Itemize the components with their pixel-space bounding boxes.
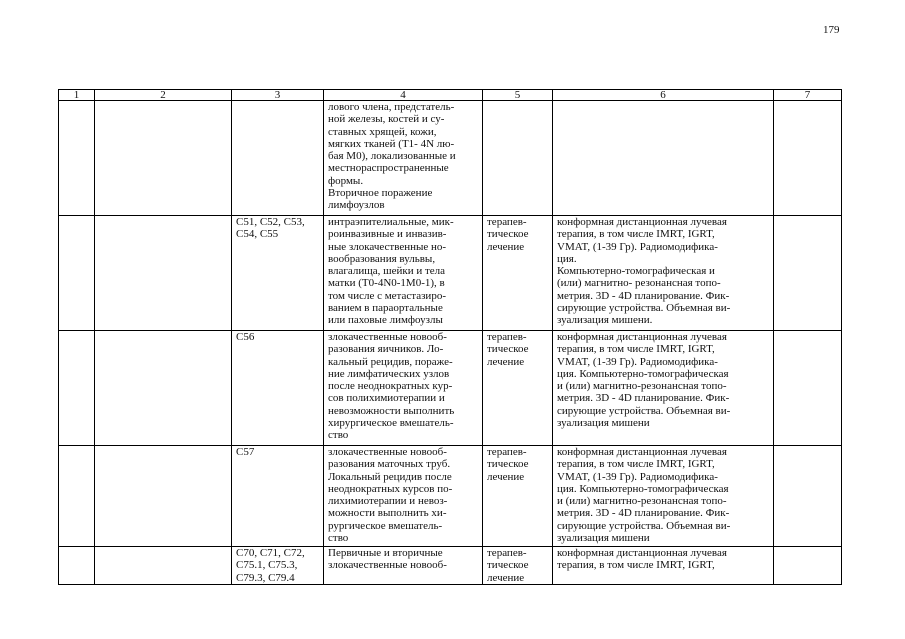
icd-codes-cell: С51, С52, С53, С54, С55 bbox=[232, 216, 324, 331]
col7-cell bbox=[774, 547, 842, 585]
col1-cell bbox=[59, 547, 95, 585]
treatment-method-cell: конформная дистанционная лучевая терапия, в том числе IMRT, IGRT, VMAT, (1-39 Гр). Радиомодифика- ция. Компьютерно-томографическая и (или) магнитно-резонансная топо- метрия. 3D - 4D планирование. Фик- сирующие устройства. Объемная ви- зуализация мишени bbox=[553, 446, 774, 547]
page-number: 179 bbox=[823, 24, 840, 36]
diagnosis-cell: лового члена, предстатель- ной железы, костей и су- ставных хрящей, кожи, мягких тканей (Т1- 4N лю- бая М0), локализованные и местнораспространенные формы. Вторичное поражение лимфоузлов bbox=[324, 101, 483, 216]
diagnosis-cell: злокачественные новооб- разования маточных труб. Локальный рецидив после неоднократных курсов по- лихимиотерапии и невоз- можности выполнить хи- рургическое вмешатель- ство bbox=[324, 446, 483, 547]
treatment-type-cell: терапев- тическое лечение bbox=[483, 216, 553, 331]
column-header-3: 3 bbox=[232, 90, 324, 101]
column-number-row bbox=[59, 90, 842, 101]
treatment-method-cell bbox=[553, 101, 774, 216]
table-row bbox=[59, 446, 842, 547]
diagnosis-cell: интраэпителиальные, мик- роинвазивные и инвазив- ные злокачественные но- вообразования вульвы, влагалища, шейки и тела матки (Т0-4N0-1М0-1), в том числе с метастазиро- ванием в параортальные или паховые лимфоузлы bbox=[324, 216, 483, 331]
treatment-method-cell: конформная дистанционная лучевая терапия, в том числе IMRT, IGRT, bbox=[553, 547, 774, 585]
icd-codes-cell bbox=[232, 101, 324, 216]
col2-cell bbox=[95, 331, 232, 446]
column-header-5: 5 bbox=[483, 90, 553, 101]
col2-cell bbox=[95, 216, 232, 331]
col7-cell bbox=[774, 101, 842, 216]
col2-cell bbox=[95, 101, 232, 216]
treatment-type-cell: терапев- тическое лечение bbox=[483, 446, 553, 547]
icd-codes-cell: С56 bbox=[232, 331, 324, 446]
col2-cell bbox=[95, 446, 232, 547]
treatment-type-cell: терапев- тическое лечение bbox=[483, 547, 553, 585]
table-row bbox=[59, 547, 842, 585]
col7-cell bbox=[774, 216, 842, 331]
treatment-method-cell: конформная дистанционная лучевая терапия, в том числе IMRT, IGRT, VMAT, (1-39 Гр). Радиомодифика- ция. Компьютерно-томографическая и (или) магнитно- резонансная топо- метрия. 3D - 4D планирование. Фик- сирующие устройства. Объемная ви- зуализация мишени. bbox=[553, 216, 774, 331]
table-row bbox=[59, 101, 842, 216]
medical-procedures-table bbox=[58, 89, 842, 585]
column-header-1: 1 bbox=[59, 90, 95, 101]
treatment-method-cell: конформная дистанционная лучевая терапия, в том числе IMRT, IGRT, VMAT, (1-39 Гр). Радиомодифика- ция. Компьютерно-томографическая и (или) магнитно-резонансная топо- метрия. 3D - 4D планирование. Фик- сирующие устройства. Объемная ви- зуализация мишени bbox=[553, 331, 774, 446]
diagnosis-cell: злокачественные новооб- разования яичников. Ло- кальный рецидив, пораже- ние лимфатических узлов после неоднократных кур- сов полихимиотерапии и невозможности выполнить хирургическое вмешатель- ство bbox=[324, 331, 483, 446]
treatment-type-cell bbox=[483, 101, 553, 216]
col1-cell bbox=[59, 446, 95, 547]
col7-cell bbox=[774, 331, 842, 446]
col1-cell bbox=[59, 331, 95, 446]
column-header-6: 6 bbox=[553, 90, 774, 101]
col7-cell bbox=[774, 446, 842, 547]
icd-codes-cell: С70, С71, С72, С75.1, С75.3, С79.3, С79.4 bbox=[232, 547, 324, 585]
diagnosis-cell: Первичные и вторичные злокачественные новооб- bbox=[324, 547, 483, 585]
column-header-2: 2 bbox=[95, 90, 232, 101]
table-row bbox=[59, 216, 842, 331]
column-header-4: 4 bbox=[324, 90, 483, 101]
col1-cell bbox=[59, 101, 95, 216]
icd-codes-cell: С57 bbox=[232, 446, 324, 547]
col1-cell bbox=[59, 216, 95, 331]
treatment-type-cell: терапев- тическое лечение bbox=[483, 331, 553, 446]
col2-cell bbox=[95, 547, 232, 585]
column-header-7: 7 bbox=[774, 90, 842, 101]
table-row bbox=[59, 331, 842, 446]
